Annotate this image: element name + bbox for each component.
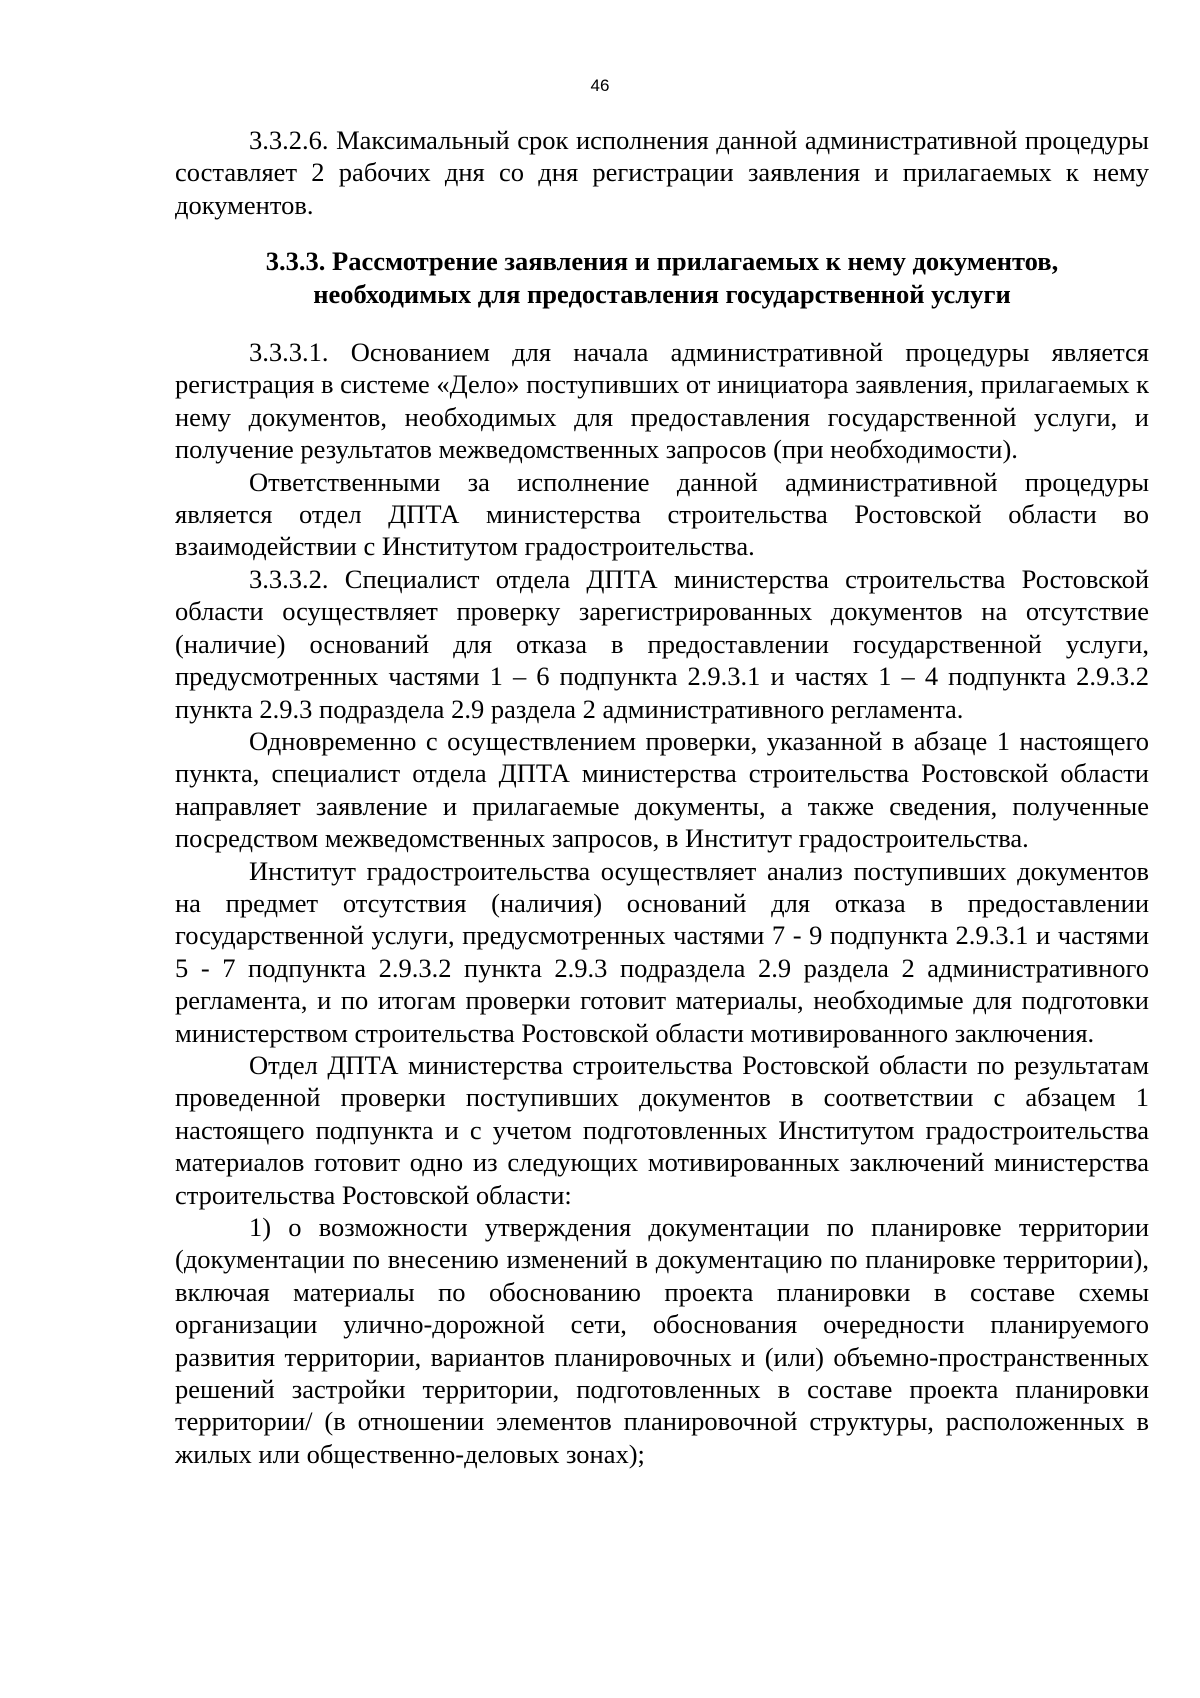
paragraph: Отдел ДПТА министерства строительства Ростовской области по результатам проведенной проверки поступивших документов в соответствии с абзацем 1 настоящего подпункта и с учетом подготовленных Институтом градостроительства материалов готовит одно из следующих мотивированных заключений министерства строительства Ростовской области:	[175, 1049, 1149, 1210]
paragraph: Ответственными за исполнение данной административной процедуры является отдел ДПТА министерства строительства Ростовской области во взаимодействии с Институтом градостроительства.	[175, 466, 1149, 562]
paragraph: 3.3.3.2. Специалист отдела ДПТА министерства строительства Ростовской области осуществляет проверку зарегистрированных документов на отсутствие (наличие) оснований для отказа в предоставлении государственной услуги, предусмотренных частями 1 – 6 подпункта 2.9.3.1 и частях 1 – 4 подпункта 2.9.3.2 пункта 2.9.3 подраздела 2.9 раздела 2 административного регламента.	[175, 563, 1149, 724]
paragraph: Институт градостроительства осуществляет анализ поступивших документов на предмет отсутствия (наличия) оснований для отказа в предоставлении государственной услуги, предусмотренных частями 7 - 9 подпункта 2.9.3.1 и частями 5 - 7 подпункта 2.9.3.2 пункта 2.9.3 подраздела 2.9 раздела 2 административного регламента, и по итогам проверки готовит материалы, необходимые для подготовки министерством строительства Ростовской области мотивированного заключения.	[175, 855, 1149, 1048]
section-heading-line-2: необходимых для предоставления государственной услуги	[313, 278, 1011, 309]
paragraph: 3.3.3.1. Основанием для начала административной процедуры является регистрация в системе «Дело» поступивших от инициатора заявления, прилагаемых к нему документов, необходимых для предоставления государственной услуги, и получение результатов межведомственных запросов (при необходимости).	[175, 337, 1149, 465]
section-heading	[175, 245, 1149, 310]
paragraph-3-3-2-6: 3.3.2.6. Максимальный срок исполнения данной административной процедуры составляет 2 рабочих дня со дня регистрации заявления и прилагаемых к нему документов.	[175, 125, 1149, 220]
list-item-1: 1) о возможности утверждения документации по планировке территории (документации по внесению изменений в документацию по планировке территории), включая материалы по обоснованию проекта планировки в составе схемы организации улично-дорожной сети, обоснования очередности планируемого развития территории, вариантов планировочных и (или) объемно-пространственных решений застройки территории, подготовленных в составе проекта планировки территории/ (в отношении элементов планировочной структуры, расположенных в жилых или общественно-деловых зонах);	[175, 1212, 1149, 1469]
page-number: 46	[590, 76, 610, 95]
section-heading-line-1: 3.3.3. Рассмотрение заявления и прилагаемых к нему документов,	[265, 246, 1059, 277]
paragraph: Одновременно с осуществлением проверки, указанной в абзаце 1 настоящего пункта, специалист отдела ДПТА министерства строительства Ростовской области направляет заявление и прилагаемые документы, а также сведения, полученные посредством межведомственных запросов, в Институт градостроительства.	[175, 725, 1149, 854]
document-body	[175, 124, 1149, 1470]
